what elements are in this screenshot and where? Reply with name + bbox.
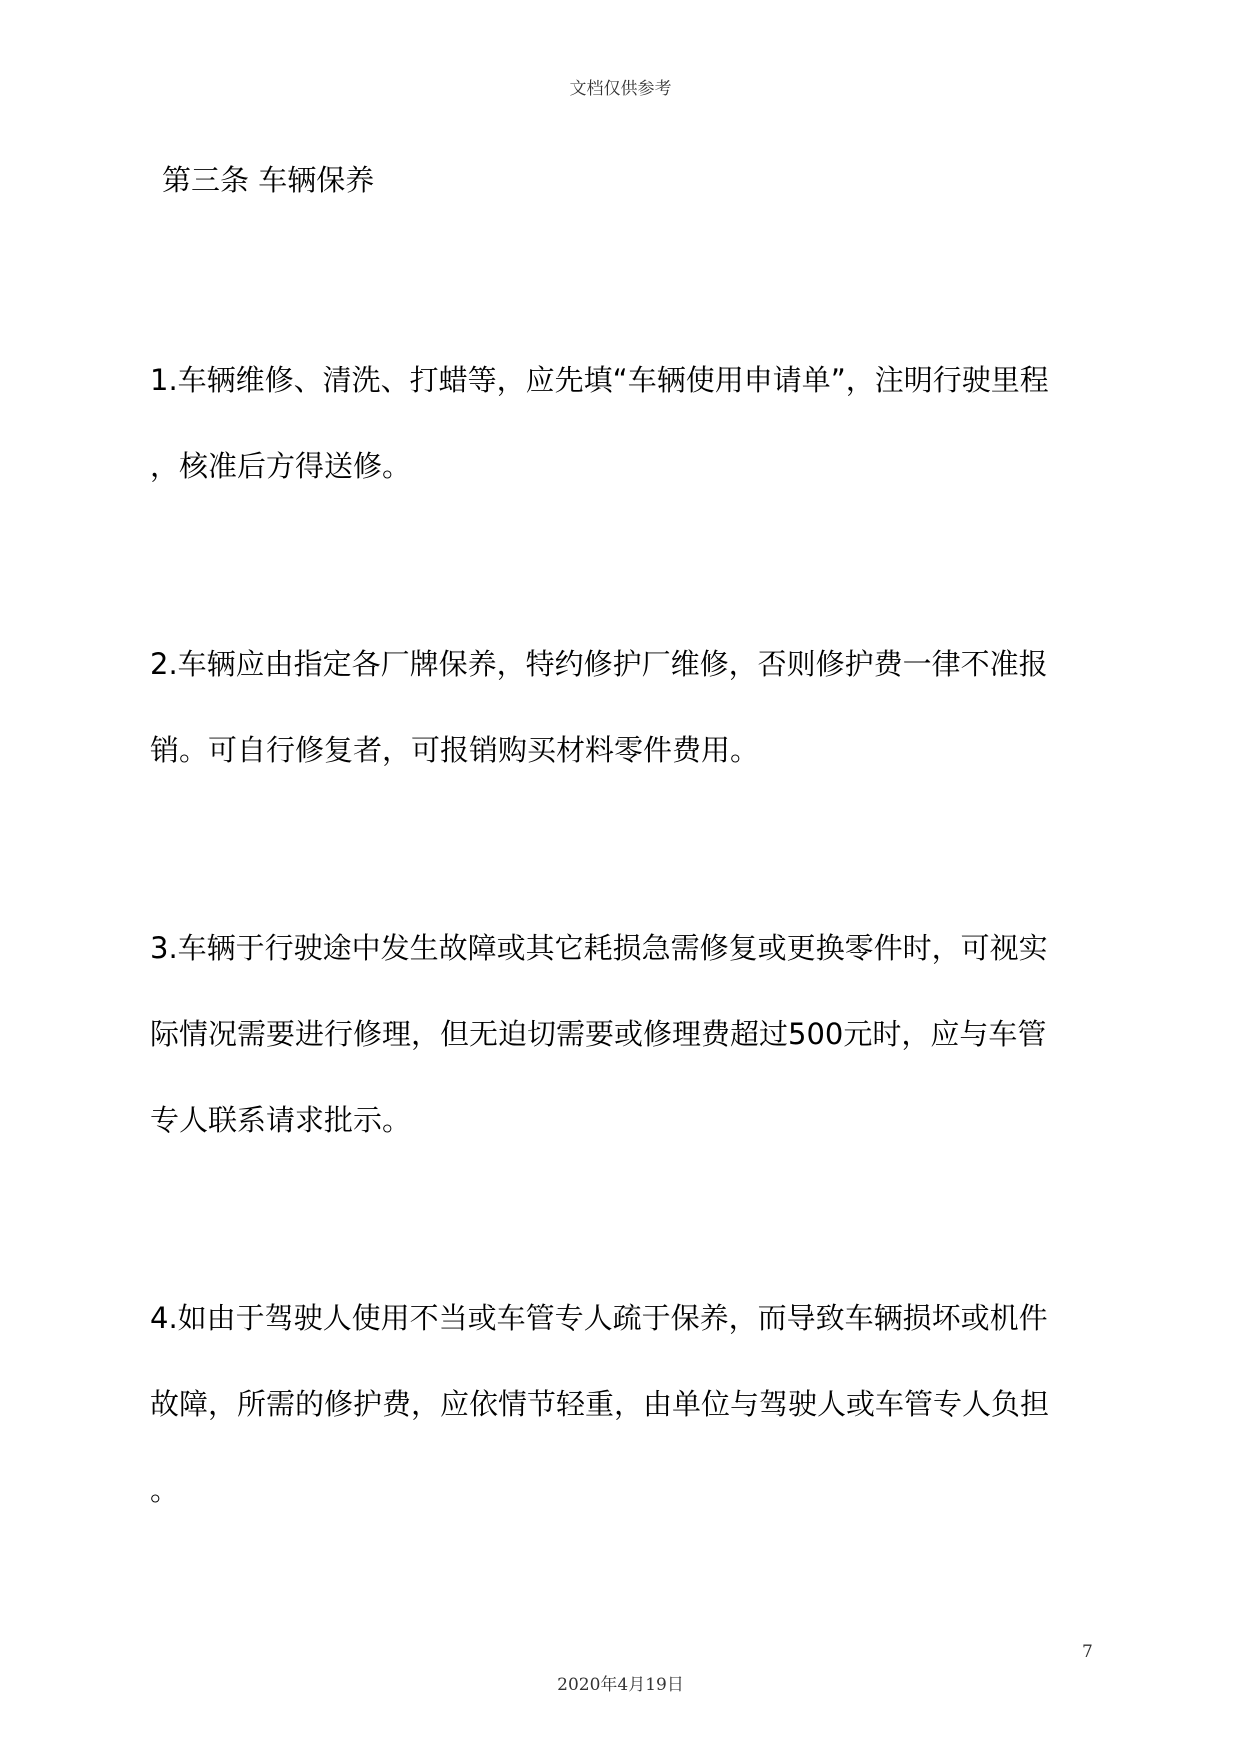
footer-date: 2020年4月19日 (557, 1675, 684, 1695)
item-3-line-2: 际情况需要进行修理，但无迫切需要或修理费超过500元时，应与车管 (150, 1017, 1047, 1051)
section-title: 第三条 车辆保养 (162, 163, 375, 197)
item-4-line-1: 4.如由于驾驶人使用不当或车管专人疏于保养，而导致车辆损坏或机件 (150, 1301, 1048, 1335)
item-2-line-2: 销。可自行修复者，可报销购买材料零件费用。 (150, 733, 760, 767)
item-3-line-1: 3.车辆于行驶途中发生故障或其它耗损急需修复或更换零件时，可视实 (150, 931, 1048, 965)
item-1-line-2: ，核准后方得送修。 (150, 449, 412, 483)
item-3-line-3: 专人联系请求批示。 (150, 1103, 412, 1137)
item-4-line-3: 。 (150, 1473, 180, 1507)
item-4-line-2: 故障，所需的修护费，应依情节轻重，由单位与驾驶人或车管专人负担 (150, 1387, 1050, 1421)
item-2-line-1: 2.车辆应由指定各厂牌保养，特约修护厂维修，否则修护费一律不准报 (150, 647, 1048, 681)
item-1-line-1: 1.车辆维修、清洗、打蜡等，应先填“车辆使用申请单”，注明行驶里程 (150, 363, 1049, 397)
page-number: 7 (1082, 1642, 1093, 1662)
page-header: 文档仅供参考 (569, 79, 672, 99)
